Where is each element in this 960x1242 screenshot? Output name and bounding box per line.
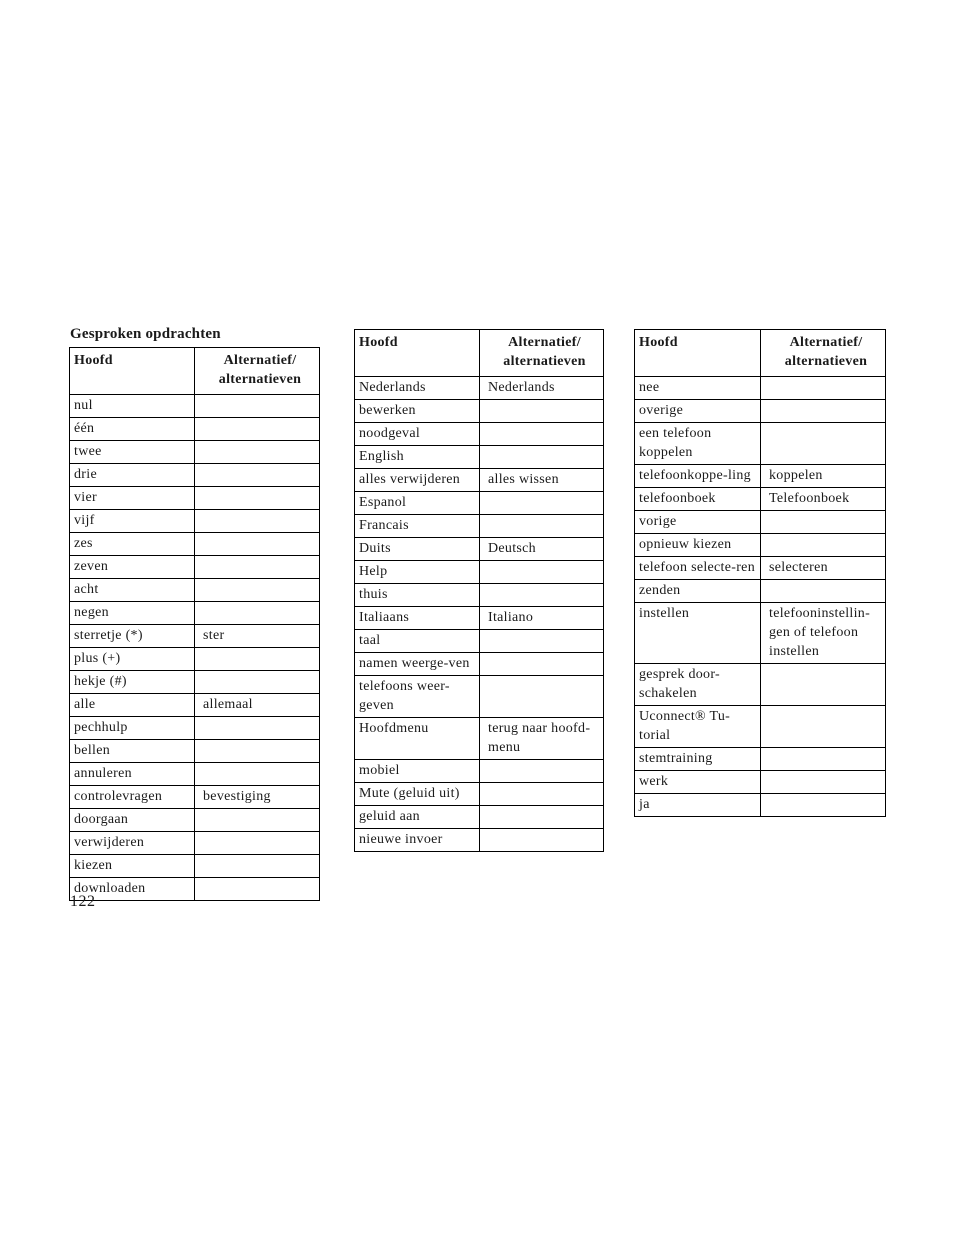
command-main: Mute (geluid uit) xyxy=(355,783,480,806)
command-alternatives: Italiano xyxy=(480,607,604,630)
command-main: Francais xyxy=(355,515,480,538)
command-alternatives: telefooninstellin-gen of telefoon instellen xyxy=(761,603,886,664)
command-main: Nederlands xyxy=(355,377,480,400)
command-main: alle xyxy=(70,694,195,717)
command-alternatives xyxy=(195,556,320,579)
table-row xyxy=(355,829,604,852)
table-row xyxy=(635,557,886,580)
table-row xyxy=(355,469,604,492)
command-main: overige xyxy=(635,400,761,423)
command-main: opnieuw kiezen xyxy=(635,534,761,557)
command-alternatives xyxy=(761,664,886,706)
command-alternatives xyxy=(195,809,320,832)
command-alternatives xyxy=(761,706,886,748)
table-row xyxy=(355,515,604,538)
table-row xyxy=(355,607,604,630)
command-main: zes xyxy=(70,533,195,556)
command-alternatives xyxy=(480,492,604,515)
command-alternatives xyxy=(195,510,320,533)
command-alternatives xyxy=(195,487,320,510)
command-alternatives xyxy=(480,630,604,653)
command-alternatives: terug naar hoofd-menu xyxy=(480,718,604,760)
command-main: doorgaan xyxy=(70,809,195,832)
command-main: downloaden xyxy=(70,878,195,901)
command-main: English xyxy=(355,446,480,469)
table-row xyxy=(355,561,604,584)
section-title: Gesproken opdrachten xyxy=(70,326,221,342)
table-row xyxy=(635,400,886,423)
command-main: twee xyxy=(70,441,195,464)
command-alternatives xyxy=(195,395,320,418)
table-row xyxy=(70,556,320,579)
table-header-row xyxy=(355,330,604,377)
command-alternatives xyxy=(195,717,320,740)
command-main: nee xyxy=(635,377,761,400)
table-row xyxy=(635,603,886,664)
command-alternatives xyxy=(195,648,320,671)
command-alternatives xyxy=(761,748,886,771)
table-row xyxy=(70,395,320,418)
table-header-row xyxy=(70,348,320,395)
command-alternatives: bevestiging xyxy=(195,786,320,809)
command-alternatives xyxy=(761,534,886,557)
table-row xyxy=(635,748,886,771)
command-alternatives xyxy=(480,806,604,829)
command-alternatives: allemaal xyxy=(195,694,320,717)
header-main: Hoofd xyxy=(70,348,195,395)
command-alternatives xyxy=(480,561,604,584)
header-alternatives: Alternatief/ alternatieven xyxy=(480,330,604,377)
command-main: annuleren xyxy=(70,763,195,786)
command-alternatives xyxy=(480,423,604,446)
table-row xyxy=(70,602,320,625)
table-row xyxy=(70,694,320,717)
command-alternatives xyxy=(480,446,604,469)
command-alternatives xyxy=(761,794,886,817)
table-row xyxy=(355,492,604,515)
command-alternatives xyxy=(480,584,604,607)
command-alternatives xyxy=(195,855,320,878)
command-main: nul xyxy=(70,395,195,418)
command-main: ja xyxy=(635,794,761,817)
command-alternatives xyxy=(480,760,604,783)
command-main: vorige xyxy=(635,511,761,534)
table-row xyxy=(70,487,320,510)
table-row xyxy=(70,809,320,832)
command-main: kiezen xyxy=(70,855,195,878)
table-row xyxy=(70,855,320,878)
table-row xyxy=(635,534,886,557)
table-row xyxy=(635,465,886,488)
table-row xyxy=(70,579,320,602)
command-alternatives: Deutsch xyxy=(480,538,604,561)
command-main: telefoon selecte-ren xyxy=(635,557,761,580)
command-alternatives xyxy=(195,533,320,556)
table-row xyxy=(635,511,886,534)
command-main: telefoonboek xyxy=(635,488,761,511)
command-alternatives xyxy=(761,423,886,465)
command-main: bewerken xyxy=(355,400,480,423)
command-alternatives: Telefoonboek xyxy=(761,488,886,511)
command-main: Espanol xyxy=(355,492,480,515)
command-main: taal xyxy=(355,630,480,653)
header-main: Hoofd xyxy=(635,330,761,377)
command-alternatives xyxy=(761,580,886,603)
command-alternatives xyxy=(761,400,886,423)
command-main: vier xyxy=(70,487,195,510)
command-main: acht xyxy=(70,579,195,602)
command-alternatives xyxy=(761,771,886,794)
command-main: mobiel xyxy=(355,760,480,783)
command-main: werk xyxy=(635,771,761,794)
command-main: Duits xyxy=(355,538,480,561)
table-row xyxy=(355,806,604,829)
command-alternatives xyxy=(480,653,604,676)
command-alternatives xyxy=(195,832,320,855)
command-main: Help xyxy=(355,561,480,584)
table-row xyxy=(70,786,320,809)
command-main: Hoofdmenu xyxy=(355,718,480,760)
header-alternatives: Alternatief/ alternatieven xyxy=(761,330,886,377)
command-main: bellen xyxy=(70,740,195,763)
table-row xyxy=(70,648,320,671)
table-row xyxy=(355,538,604,561)
command-main: één xyxy=(70,418,195,441)
table-row xyxy=(355,446,604,469)
header-main: Hoofd xyxy=(355,330,480,377)
table-row xyxy=(635,794,886,817)
header-alternatives: Alternatief/ alternatieven xyxy=(195,348,320,395)
table-row xyxy=(355,423,604,446)
command-main: negen xyxy=(70,602,195,625)
table-row xyxy=(70,878,320,901)
voice-commands-table-3 xyxy=(634,329,886,817)
table-row xyxy=(355,718,604,760)
command-main: sterretje (*) xyxy=(70,625,195,648)
command-alternatives: alles wissen xyxy=(480,469,604,492)
table-row xyxy=(70,418,320,441)
command-alternatives xyxy=(195,602,320,625)
table-row xyxy=(355,630,604,653)
command-main: stemtraining xyxy=(635,748,761,771)
command-alternatives xyxy=(195,763,320,786)
command-main: thuis xyxy=(355,584,480,607)
table-row xyxy=(355,377,604,400)
command-alternatives xyxy=(480,829,604,852)
table-row xyxy=(635,488,886,511)
table-row xyxy=(635,377,886,400)
table-row xyxy=(70,671,320,694)
command-alternatives xyxy=(195,878,320,901)
table-row xyxy=(70,832,320,855)
command-alternatives xyxy=(480,515,604,538)
table-row xyxy=(355,584,604,607)
table-row xyxy=(355,653,604,676)
command-alternatives xyxy=(480,676,604,718)
table-row xyxy=(355,760,604,783)
command-alternatives xyxy=(761,511,886,534)
table-row xyxy=(635,771,886,794)
command-main: vijf xyxy=(70,510,195,533)
command-main: instellen xyxy=(635,603,761,664)
command-alternatives xyxy=(480,783,604,806)
table-row xyxy=(635,706,886,748)
command-alternatives xyxy=(195,671,320,694)
table-row xyxy=(70,740,320,763)
command-main: controlevragen xyxy=(70,786,195,809)
command-alternatives xyxy=(195,464,320,487)
table-row xyxy=(70,441,320,464)
command-main: plus (+) xyxy=(70,648,195,671)
command-alternatives xyxy=(480,400,604,423)
command-main: hekje (#) xyxy=(70,671,195,694)
page-number: 122 xyxy=(70,893,96,910)
voice-commands-table-2 xyxy=(354,329,604,852)
command-alternatives xyxy=(195,579,320,602)
table-row xyxy=(635,664,886,706)
table-row xyxy=(70,464,320,487)
table-row xyxy=(70,510,320,533)
command-main: noodgeval xyxy=(355,423,480,446)
command-main: telefoons weer-geven xyxy=(355,676,480,718)
command-alternatives xyxy=(195,441,320,464)
table-row xyxy=(70,763,320,786)
command-alternatives xyxy=(195,740,320,763)
command-main: verwijderen xyxy=(70,832,195,855)
command-alternatives: koppelen xyxy=(761,465,886,488)
command-main: alles verwijderen xyxy=(355,469,480,492)
command-alternatives xyxy=(195,418,320,441)
command-main: nieuwe invoer xyxy=(355,829,480,852)
command-main: geluid aan xyxy=(355,806,480,829)
table-row xyxy=(635,423,886,465)
command-alternatives: ster xyxy=(195,625,320,648)
command-alternatives: selecteren xyxy=(761,557,886,580)
table-row xyxy=(70,533,320,556)
command-main: drie xyxy=(70,464,195,487)
command-alternatives xyxy=(761,377,886,400)
table-row xyxy=(70,625,320,648)
table-row xyxy=(355,676,604,718)
command-main: zeven xyxy=(70,556,195,579)
command-main: gesprek door-schakelen xyxy=(635,664,761,706)
table-row xyxy=(355,783,604,806)
table-row xyxy=(355,400,604,423)
command-main: zenden xyxy=(635,580,761,603)
table-header-row xyxy=(635,330,886,377)
command-main: namen weerge-ven xyxy=(355,653,480,676)
command-alternatives: Nederlands xyxy=(480,377,604,400)
table-row xyxy=(635,580,886,603)
command-main: Uconnect® Tu-torial xyxy=(635,706,761,748)
voice-commands-table-1 xyxy=(69,347,320,901)
table-row xyxy=(70,717,320,740)
command-main: een telefoon koppelen xyxy=(635,423,761,465)
command-main: Italiaans xyxy=(355,607,480,630)
command-main: pechhulp xyxy=(70,717,195,740)
command-main: telefoonkoppe-ling xyxy=(635,465,761,488)
